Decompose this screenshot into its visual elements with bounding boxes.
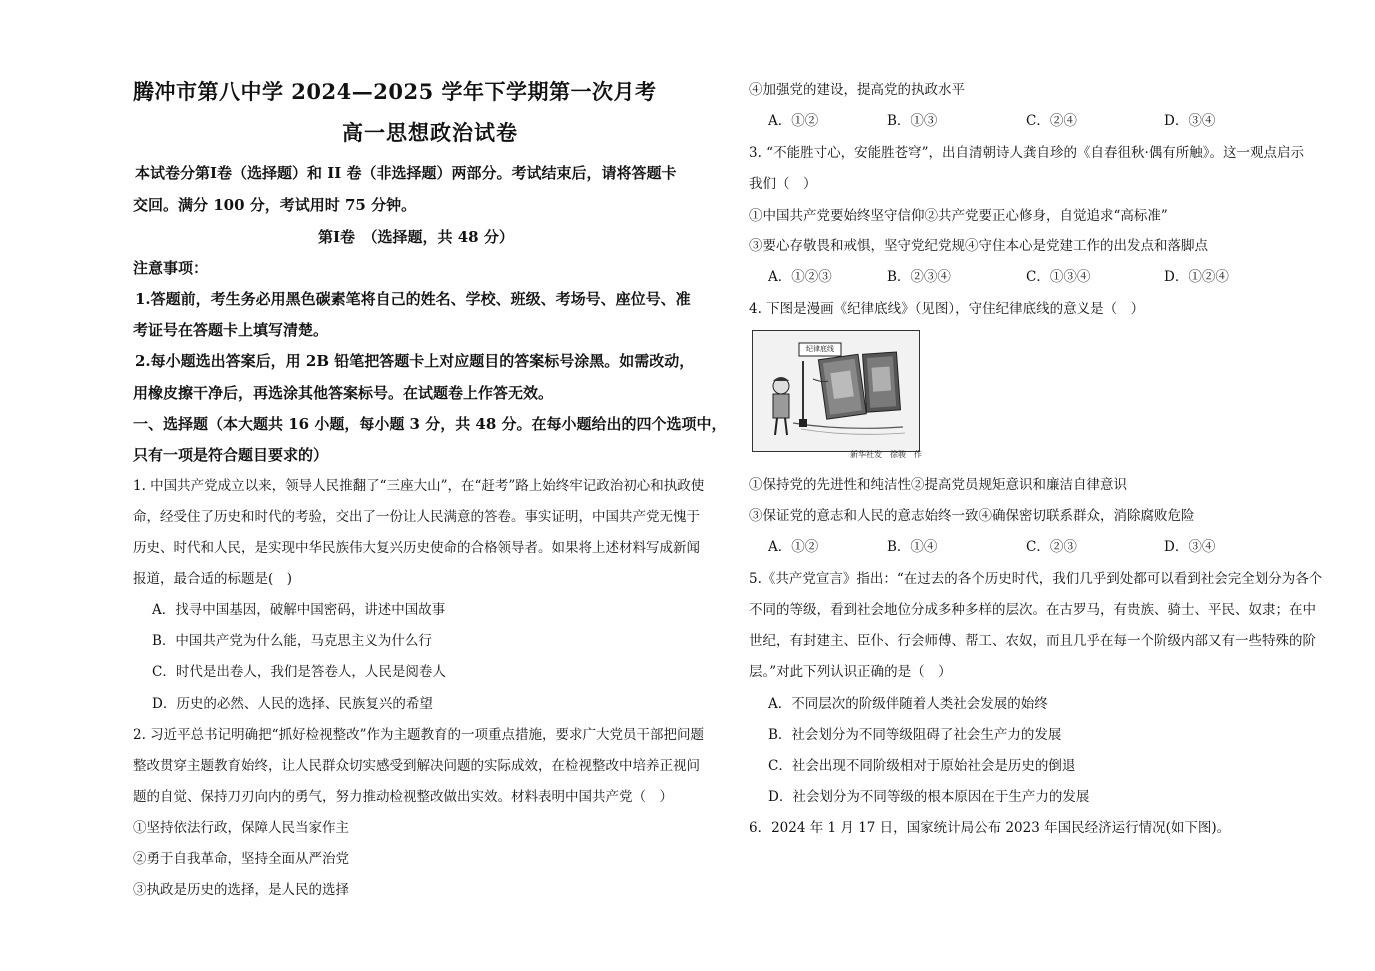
q2-item: ②勇于自我革命，坚持全面从严治党	[133, 851, 349, 867]
q1-stem: 1. 中国共产党成立以来，领导人民推翻了“三座大山”，在“赶考”路上始终牢记政治初心和执政使	[133, 478, 705, 494]
q3-choice-b: B．②③④	[887, 269, 951, 285]
q4-choice-d: D．③④	[1164, 539, 1216, 555]
q1-stem: 报道，最合适的标题是( )	[133, 571, 293, 587]
q3-stem: 我们（ ）	[749, 176, 817, 192]
q2-choice-a: A．①②	[768, 113, 819, 129]
q3-stem: 3. “不能胜寸心，安能胜苍穹”，出自清朝诗人龚自珍的《自春徂秋·偶有所触》。这一观点启示	[749, 145, 1305, 161]
section-heading: 只有一项是符合题目要求的）	[133, 446, 329, 464]
q3-choice-a: A．①②③	[768, 269, 832, 285]
q2-choice-b: B．①③	[887, 113, 938, 129]
q1-option-d: D．历史的必然、人民的选择、民族复兴的希望	[152, 696, 433, 712]
q1-stem: 命，经受住了历史和时代的考验，交出了一份让人民满意的答卷。事实证明，中国共产党无愧于	[133, 509, 700, 525]
q2-item: ③执政是历史的选择，是人民的选择	[133, 882, 349, 898]
q4-choice-b: B．①④	[887, 539, 938, 555]
q4-item: ③保证党的意志和人民的意志始终一致④确保密切联系群众，消除腐败危险	[749, 508, 1195, 524]
q1-option-a: A．找寻中国基因，破解中国密码，讲述中国故事	[152, 602, 446, 618]
intro-line: 交回。满分 100 分，考试用时 75 分钟。	[133, 196, 417, 214]
q4-choice-c: C．②③	[1026, 539, 1077, 555]
q1-option-b: B．中国共产党为什么能，马克思主义为什么行	[152, 633, 432, 649]
notice-line: 2.每小题选出答案后，用 2B 铅笔把答题卡上对应题目的答案标号涂黑。如需改动，	[135, 352, 695, 370]
q5-option-c: C．社会出现不同阶级相对于原始社会是历史的倒退	[768, 758, 1076, 774]
cartoon-caption: 新华社发 徐骏 作	[850, 450, 922, 459]
notice-line: 用橡皮擦干净后，再选涂其他答案标号。在试题卷上作答无效。	[133, 384, 554, 402]
q5-stem: 层。”对此下列认识正确的是（ ）	[749, 664, 952, 680]
notice-label: 注意事项：	[133, 259, 209, 277]
exam-title: 腾冲市第八中学 2024—2025 学年下学期第一次月考	[133, 79, 657, 104]
q2-item: ①坚持依法行政，保障人民当家作主	[133, 820, 349, 836]
q3-item: ③要心存敬畏和戒惧，坚守党纪党规④守住本心是党建工作的出发点和落脚点	[749, 238, 1208, 254]
q5-option-b: B．社会划分为不同等级阻碍了社会生产力的发展	[768, 727, 1062, 743]
section-heading: 一、选择题（本大题共 16 小题，每小题 3 分，共 48 分。在每小题给出的四个选项中，	[133, 415, 727, 433]
q4-cartoon-image	[752, 330, 920, 452]
exam-subtitle: 高一思想政治试卷	[342, 120, 518, 145]
q2-stem: 2. 习近平总书记明确把“抓好检视整改”作为主题教育的一项重点措施，要求广大党员干部把问题	[133, 727, 704, 743]
q3-item: ①中国共产党要始终坚守信仰②共产党要正心修身，自觉追求“高标准”	[749, 208, 1168, 224]
notice-line: 1.答题前，考生务必用黑色碳素笔将自己的姓名、学校、班级、考场号、座位号、准	[135, 290, 691, 308]
q4-item: ①保持党的先进性和纯洁性②提高党员规矩意识和廉洁自律意识	[749, 477, 1127, 493]
q2-item: ④加强党的建设，提高党的执政水平	[749, 82, 965, 98]
q4-stem: 4. 下图是漫画《纪律底线》（见图），守住纪律底线的意义是（ ）	[749, 301, 1145, 317]
intro-line: 本试卷分第Ⅰ卷（选择题）和 II 卷（非选择题）两部分。考试结束后，请将答题卡	[135, 164, 677, 182]
q4-choice-a: A．①②	[768, 539, 819, 555]
q2-choice-c: C．②④	[1026, 113, 1077, 129]
q5-option-a: A．不同层次的阶级伴随着人类社会发展的始终	[768, 696, 1048, 712]
q1-stem: 历史、时代和人民，是实现中华民族伟大复兴历史使命的合格领导者。如果将上述材料写成新闻	[133, 540, 700, 556]
q2-stem: 题的自觉、保持刀刃向内的勇气，努力推动检视整改做出实效。材料表明中国共产党（ ）	[133, 789, 673, 805]
part1-title: 第Ⅰ卷 （选择题，共 48 分）	[318, 228, 514, 246]
q2-choice-d: D．③④	[1164, 113, 1216, 129]
q3-choice-c: C．①③④	[1026, 269, 1091, 285]
q6-stem: 6．2024 年 1 月 17 日，国家统计局公布 2023 年国民经济运行情况(如下图)。	[749, 820, 1231, 836]
q5-stem: 世纪，有封建主、臣仆、行会师傅、帮工、农奴，而且几乎在每一个阶级内部又有一些特殊的阶	[749, 633, 1316, 649]
notice-line: 考证号在答题卡上填写清楚。	[133, 321, 329, 339]
q2-stem: 整改贯穿主题教育始终，让人民群众切实感受到解决问题的实际成效，在检视整改中培养正视问	[133, 758, 700, 774]
q3-choice-d: D．①②④	[1164, 269, 1229, 285]
cartoon-sign-text: 纪律底线	[806, 345, 834, 353]
q1-option-c: C．时代是出卷人，我们是答卷人，人民是阅卷人	[152, 664, 446, 680]
q5-option-d: D．社会划分为不同等级的根本原因在于生产力的发展	[768, 789, 1090, 805]
q5-stem: 5.《共产党宣言》指出：“在过去的各个历史时代，我们几乎到处都可以看到社会完全划分为各个	[749, 571, 1323, 587]
q5-stem: 不同的等级，看到社会地位分成多种多样的层次。在古罗马，有贵族、骑士、平民、奴隶；在中	[749, 602, 1316, 618]
